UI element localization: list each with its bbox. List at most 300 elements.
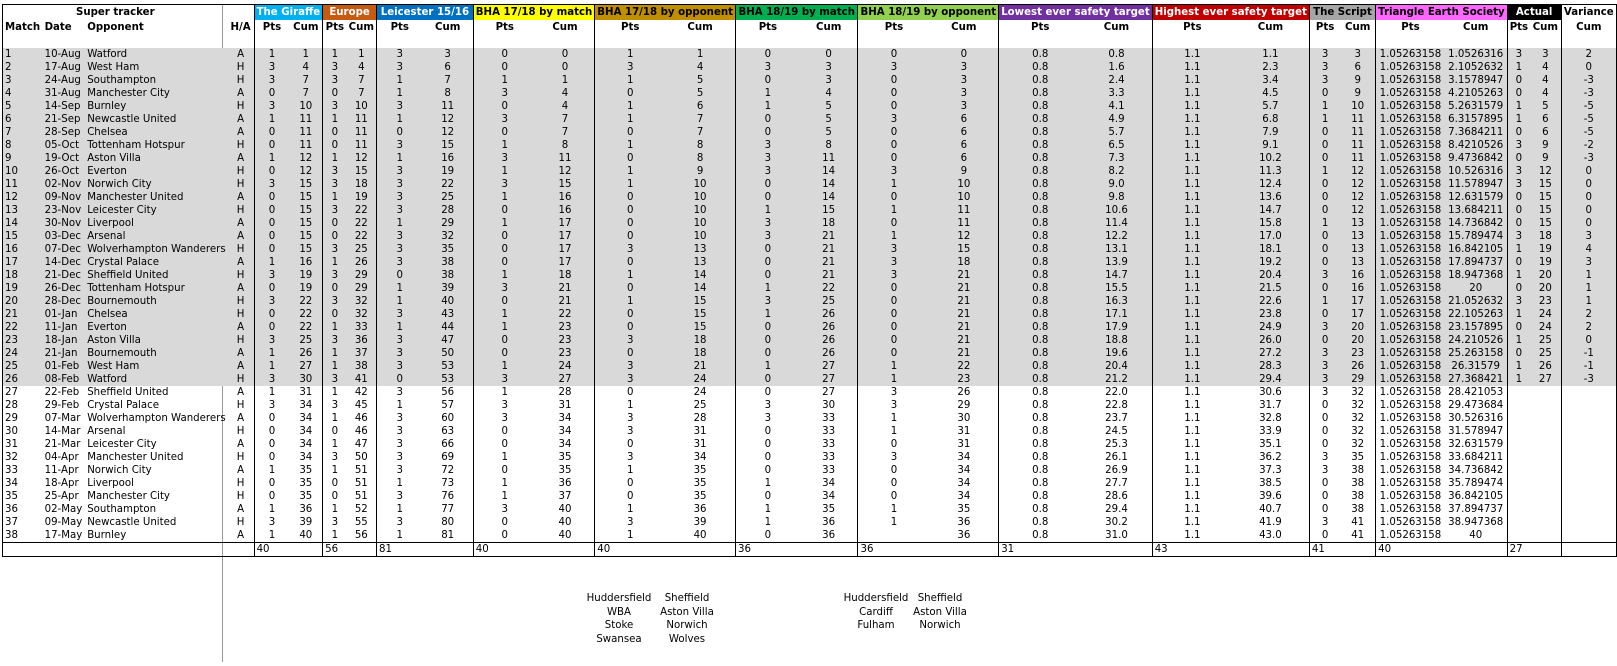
cell-lowest-cum[interactable]: 19.6 [1081, 347, 1152, 360]
cell-bha1819o-cum[interactable]: 12 [930, 230, 999, 243]
cell-giraffe-pts[interactable]: 3 [254, 178, 289, 191]
cell-bha1718o-cum[interactable]: 35 [665, 477, 735, 490]
cell-opponent[interactable]: Wolverhampton Wanderers [87, 244, 226, 255]
cell-triangle-cum[interactable]: 22.105263 [1445, 308, 1507, 321]
cell-opponent[interactable]: Burnley [85, 100, 227, 113]
cell-opponent[interactable]: Manchester City [87, 491, 170, 502]
cell-script-cum[interactable]: 38 [1340, 503, 1375, 516]
cell-triangle-pts[interactable]: 1.05263158 [1376, 308, 1445, 321]
cell-variance[interactable]: -1 [1561, 360, 1616, 373]
cell-script-cum[interactable]: 17 [1340, 308, 1375, 321]
cell-date[interactable]: 28-Dec [43, 295, 86, 308]
cell-giraffe-pts[interactable]: 1 [254, 347, 289, 360]
cell-bha1819m-pts[interactable]: 0 [735, 113, 799, 126]
cell-triangle-pts[interactable]: 1.05263158 [1376, 321, 1445, 334]
cell-triangle-pts[interactable]: 1.05263158 [1376, 100, 1445, 113]
cell-highest-cum[interactable]: 17.0 [1232, 230, 1309, 243]
cell-bha1819o-cum[interactable]: 18 [930, 256, 999, 269]
cell-leicester-pts[interactable]: 1 [376, 152, 422, 165]
blank-cell[interactable] [1507, 35, 1530, 48]
cell-triangle-cum[interactable]: 6.3157895 [1445, 113, 1507, 126]
cell-triangle-pts[interactable]: 1.05263158 [1376, 269, 1445, 282]
cell-highest-cum[interactable]: 1.1 [1232, 48, 1309, 61]
cell-variance[interactable]: -5 [1561, 100, 1616, 113]
cell-bha1819o-pts[interactable]: 0 [858, 295, 930, 308]
cell-lowest-cum[interactable]: 13.9 [1081, 256, 1152, 269]
cell-europe-pts[interactable]: 0 [323, 87, 347, 100]
cell-europe-pts[interactable]: 3 [331, 517, 339, 528]
cell-giraffe-pts[interactable]: 3 [254, 61, 289, 74]
cell-script-pts[interactable]: 0 [1321, 491, 1329, 502]
cell-bha1718m-pts[interactable]: 1 [473, 165, 535, 178]
cell-ha[interactable]: H [228, 477, 254, 490]
cell-bha1718m-pts[interactable]: 0 [501, 517, 508, 528]
cell-leicester-pts[interactable]: 1 [396, 478, 403, 489]
cell-highest-pts[interactable]: 1.1 [1184, 465, 1201, 476]
cell-bha1718o-pts[interactable]: 1 [595, 48, 665, 61]
cell-bha1819o-pts[interactable]: 3 [858, 256, 930, 269]
cell-giraffe-pts[interactable]: 0 [268, 491, 276, 502]
cell-leicester-pts[interactable]: 3 [396, 439, 403, 450]
cell-leicester-cum[interactable]: 57 [423, 399, 474, 412]
cell-highest-cum[interactable]: 24.9 [1232, 321, 1309, 334]
header-bha1718m-pts[interactable]: Pts [495, 22, 514, 33]
cell-bha1819o-cum[interactable]: 36 [930, 516, 999, 529]
cell-highest-pts[interactable]: 1.1 [1152, 321, 1232, 334]
cell-triangle-cum[interactable]: 17.894737 [1445, 256, 1507, 269]
cell-bha1819o-pts[interactable]: 0 [858, 126, 930, 139]
cell-match[interactable]: 29 [3, 412, 43, 425]
cell-bha1718m-pts[interactable]: 1 [473, 191, 535, 204]
cell-bha1819o-cum[interactable]: 15 [930, 243, 999, 256]
cell-bha1718o-pts[interactable]: 0 [626, 491, 634, 502]
cell-triangle-cum[interactable]: 1.0526316 [1445, 48, 1507, 61]
cell-opponent[interactable]: Bournemouth [85, 347, 227, 360]
cell-europe-pts[interactable]: 3 [323, 61, 347, 74]
cell-bha1718m-cum[interactable]: 12 [536, 165, 595, 178]
cell-opponent[interactable]: Aston Villa [85, 152, 227, 165]
cell-actual-pts[interactable]: 0 [1507, 347, 1530, 360]
header-europe-pts[interactable]: Pts [325, 22, 345, 33]
cell-script-pts[interactable]: 3 [1309, 48, 1340, 61]
cell-bha1718m-cum[interactable]: 17 [536, 256, 595, 269]
cell-variance[interactable]: 0 [1561, 61, 1616, 74]
cell-highest-pts[interactable]: 1.1 [1184, 387, 1201, 398]
cell-bha1718o-pts[interactable]: 3 [595, 334, 665, 347]
cell-europe-pts[interactable]: 0 [323, 282, 347, 295]
cell-europe-cum[interactable]: 55 [347, 516, 377, 529]
cell-script-pts[interactable]: 1 [1309, 165, 1340, 178]
total-europe[interactable]: 56 [323, 543, 347, 557]
cell-match[interactable]: 38 [3, 529, 43, 543]
cell-giraffe-cum[interactable]: 22 [289, 321, 322, 334]
cell-highest-pts[interactable]: 1.1 [1184, 452, 1201, 463]
cell-opponent[interactable]: Southampton [87, 504, 157, 515]
cell-bha1718o-pts[interactable]: 0 [595, 126, 665, 139]
cell-script-pts[interactable]: 3 [1309, 360, 1340, 373]
cell-script-pts[interactable]: 3 [1321, 387, 1329, 398]
cell-leicester-cum[interactable]: 12 [423, 113, 474, 126]
cell-script-cum[interactable]: 9 [1340, 74, 1375, 87]
cell-date[interactable]: 17-May [44, 530, 83, 541]
cell-giraffe-pts[interactable]: 1 [268, 504, 276, 515]
cell-lowest-pts[interactable]: 0.8 [999, 152, 1082, 165]
cell-triangle-cum[interactable]: 7.3684211 [1445, 126, 1507, 139]
cell-bha1819o-pts[interactable]: 0 [858, 282, 930, 295]
cell-triangle-cum[interactable]: 38.947368 [1445, 516, 1507, 529]
cell-bha1718m-cum[interactable]: 17 [536, 243, 595, 256]
cell-bha1819m-cum[interactable]: 5 [800, 126, 858, 139]
cell-giraffe-cum[interactable]: 36 [289, 503, 322, 516]
cell-ha[interactable]: A [228, 217, 254, 230]
cell-giraffe-pts[interactable]: 0 [268, 478, 276, 489]
cell-bha1718o-cum[interactable]: 28 [665, 412, 735, 425]
cell-bha1819o-pts[interactable]: 1 [890, 426, 898, 437]
cell-bha1718o-pts[interactable]: 1 [595, 178, 665, 191]
cell-lowest-cum[interactable]: 18.8 [1081, 334, 1152, 347]
cell-opponent[interactable]: Liverpool [87, 478, 134, 489]
cell-giraffe-cum[interactable]: 22 [289, 308, 322, 321]
cell-actual-cum[interactable] [1530, 516, 1561, 529]
total-bha1819o[interactable]: 36 [858, 543, 930, 557]
cell-leicester-pts[interactable]: 3 [396, 426, 403, 437]
cell-variance[interactable] [1561, 503, 1616, 516]
cell-triangle-cum[interactable]: 21.052632 [1445, 295, 1507, 308]
cell-lowest-cum[interactable]: 23.7 [1081, 412, 1152, 425]
cell-script-cum[interactable]: 35 [1340, 451, 1375, 464]
cell-ha[interactable]: A [228, 347, 254, 360]
cell-date[interactable]: 21-Dec [43, 269, 86, 282]
cell-giraffe-cum[interactable]: 35 [289, 477, 322, 490]
cell-bha1718m-pts[interactable]: 3 [473, 113, 535, 126]
cell-variance[interactable] [1561, 412, 1616, 425]
cell-bha1819o-cum[interactable]: 21 [930, 308, 999, 321]
cell-bha1819m-cum[interactable]: 26 [800, 347, 858, 360]
cell-giraffe-cum[interactable]: 1 [289, 48, 322, 61]
cell-highest-pts[interactable]: 1.1 [1152, 139, 1232, 152]
cell-actual-cum[interactable]: 24 [1530, 308, 1561, 321]
cell-match[interactable]: 16 [3, 243, 43, 256]
total-script-blank[interactable] [1340, 543, 1375, 557]
header-date[interactable]: Date [44, 22, 72, 33]
cell-triangle-cum[interactable]: 9.4736842 [1445, 152, 1507, 165]
group-header-giraffe[interactable]: The Giraffe [254, 5, 323, 21]
cell-giraffe-pts[interactable]: 3 [254, 334, 289, 347]
cell-script-cum[interactable]: 11 [1340, 113, 1375, 126]
cell-bha1819m-cum[interactable]: 21 [800, 243, 858, 256]
total-actual[interactable]: 27 [1507, 543, 1530, 557]
totals-blank[interactable] [3, 543, 43, 557]
cell-leicester-pts[interactable]: 3 [376, 165, 422, 178]
cell-bha1819m-pts[interactable]: 3 [764, 413, 772, 424]
cell-variance[interactable] [1561, 490, 1616, 503]
cell-match[interactable]: 18 [3, 269, 43, 282]
cell-europe-cum[interactable]: 32 [347, 295, 377, 308]
cell-highest-pts[interactable]: 1.1 [1152, 87, 1232, 100]
cell-bha1819o-cum[interactable]: 35 [930, 503, 999, 516]
cell-europe-cum[interactable]: 26 [347, 256, 377, 269]
cell-leicester-pts[interactable]: 3 [376, 347, 422, 360]
cell-bha1819o-cum[interactable]: 3 [930, 74, 999, 87]
cell-actual-cum[interactable]: 6 [1530, 126, 1561, 139]
cell-script-pts[interactable]: 0 [1321, 426, 1329, 437]
cell-bha1819m-cum[interactable]: 36 [800, 529, 858, 543]
cell-triangle-cum[interactable]: 24.210526 [1445, 334, 1507, 347]
cell-giraffe-cum[interactable]: 11 [289, 113, 322, 126]
cell-bha1718m-pts[interactable]: 3 [501, 413, 508, 424]
cell-lowest-cum[interactable]: 22.8 [1081, 399, 1152, 412]
cell-europe-cum[interactable]: 25 [347, 243, 377, 256]
cell-bha1718o-cum[interactable]: 24 [665, 373, 735, 386]
cell-variance[interactable]: -3 [1561, 74, 1616, 87]
cell-bha1718m-cum[interactable]: 31 [536, 399, 595, 412]
cell-match[interactable]: 25 [3, 360, 43, 373]
cell-actual-cum[interactable]: 4 [1530, 61, 1561, 74]
cell-lowest-cum[interactable]: 1.6 [1081, 61, 1152, 74]
cell-match[interactable]: 20 [3, 295, 43, 308]
cell-triangle-pts[interactable]: 1.05263158 [1376, 217, 1445, 230]
cell-bha1718m-pts[interactable]: 0 [473, 100, 535, 113]
cell-bha1718o-pts[interactable]: 1 [626, 465, 634, 476]
cell-bha1819m-pts[interactable]: 0 [735, 48, 799, 61]
cell-leicester-pts[interactable]: 3 [396, 465, 403, 476]
cell-ha[interactable]: A [228, 87, 254, 100]
cell-bha1718m-cum[interactable]: 1 [536, 74, 595, 87]
cell-date[interactable]: 21-Jan [43, 347, 86, 360]
cell-bha1718o-cum[interactable]: 9 [665, 165, 735, 178]
cell-match[interactable]: 19 [3, 282, 43, 295]
cell-date[interactable]: 23-Nov [43, 204, 86, 217]
cell-variance[interactable]: -5 [1561, 126, 1616, 139]
cell-bha1819m-pts[interactable]: 1 [735, 204, 799, 217]
cell-bha1819o-pts[interactable]: 1 [890, 504, 898, 515]
cell-highest-pts[interactable]: 1.1 [1152, 282, 1232, 295]
cell-script-pts[interactable]: 3 [1309, 347, 1340, 360]
cell-script-cum[interactable]: 13 [1340, 243, 1375, 256]
blank-cell[interactable] [735, 35, 799, 48]
cell-triangle-cum[interactable]: 2.1052632 [1445, 61, 1507, 74]
cell-bha1819m-cum[interactable]: 27 [800, 360, 858, 373]
cell-variance[interactable] [1561, 477, 1616, 490]
cell-date[interactable]: 26-Oct [43, 165, 86, 178]
cell-ha[interactable]: A [228, 529, 254, 543]
total-bha1819m[interactable]: 36 [735, 543, 799, 557]
cell-bha1819m-cum[interactable]: 0 [800, 48, 858, 61]
cell-opponent[interactable]: Leicester City [87, 439, 157, 450]
cell-europe-cum[interactable]: 7 [347, 87, 377, 100]
cell-triangle-cum[interactable]: 23.157895 [1445, 321, 1507, 334]
cell-lowest-pts[interactable]: 0.8 [999, 178, 1082, 191]
cell-actual-cum[interactable]: 4 [1530, 87, 1561, 100]
cell-match[interactable]: 24 [3, 347, 43, 360]
cell-triangle-cum[interactable]: 37.894737 [1445, 503, 1507, 516]
cell-variance[interactable]: 0 [1561, 334, 1616, 347]
cell-bha1718m-cum[interactable]: 27 [536, 373, 595, 386]
cell-europe-pts[interactable]: 1 [331, 530, 339, 541]
cell-bha1718m-cum[interactable]: 34 [536, 425, 595, 438]
cell-script-cum[interactable]: 13 [1340, 256, 1375, 269]
cell-script-pts[interactable]: 3 [1309, 321, 1340, 334]
cell-variance[interactable]: 1 [1561, 295, 1616, 308]
cell-actual-pts[interactable]: 1 [1507, 269, 1530, 282]
cell-actual-cum[interactable]: 5 [1530, 100, 1561, 113]
cell-europe-pts[interactable]: 0 [331, 478, 339, 489]
cell-ha[interactable]: A [228, 230, 254, 243]
cell-lowest-pts[interactable]: 0.8 [999, 74, 1082, 87]
cell-giraffe-cum[interactable]: 19 [289, 282, 322, 295]
cell-leicester-pts[interactable]: 3 [396, 387, 403, 398]
cell-script-pts[interactable]: 0 [1309, 334, 1340, 347]
cell-highest-cum[interactable]: 13.6 [1232, 191, 1309, 204]
cell-highest-cum[interactable]: 2.3 [1232, 61, 1309, 74]
header-triangle-pts[interactable]: Pts [1401, 22, 1420, 33]
group-header-actual[interactable]: Actual [1507, 5, 1561, 21]
cell-bha1819m-pts[interactable]: 0 [764, 426, 772, 437]
cell-bha1819o-pts[interactable]: 1 [890, 413, 898, 424]
cell-variance[interactable]: 3 [1561, 256, 1616, 269]
cell-leicester-cum[interactable]: 66 [423, 438, 474, 451]
cell-match[interactable]: 2 [3, 61, 43, 74]
cell-script-pts[interactable]: 1 [1309, 113, 1340, 126]
blank-cell[interactable] [930, 35, 999, 48]
cell-bha1718o-cum[interactable]: 31 [665, 425, 735, 438]
blank-cell[interactable] [1561, 35, 1616, 48]
cell-bha1718o-cum[interactable]: 5 [665, 87, 735, 100]
cell-bha1718m-pts[interactable]: 0 [473, 295, 535, 308]
cell-leicester-pts[interactable]: 3 [396, 413, 403, 424]
cell-europe-pts[interactable]: 1 [323, 256, 347, 269]
cell-match[interactable]: 28 [3, 399, 43, 412]
cell-date[interactable]: 11-Apr [44, 465, 79, 476]
cell-europe-pts[interactable]: 3 [323, 373, 347, 386]
cell-europe-cum[interactable]: 38 [347, 360, 377, 373]
cell-lowest-pts[interactable]: 0.8 [999, 373, 1082, 386]
cell-bha1718m-cum[interactable]: 40 [536, 503, 595, 516]
cell-giraffe-cum[interactable]: 35 [289, 464, 322, 477]
cell-bha1819m-pts[interactable]: 0 [764, 491, 772, 502]
cell-actual-cum[interactable] [1530, 529, 1561, 543]
cell-opponent[interactable]: Liverpool [85, 217, 227, 230]
cell-bha1718m-pts[interactable]: 0 [501, 465, 508, 476]
cell-europe-pts[interactable]: 1 [331, 504, 339, 515]
cell-bha1819o-pts[interactable]: 1 [890, 517, 898, 528]
cell-actual-pts[interactable]: 0 [1507, 204, 1530, 217]
cell-opponent[interactable]: Crystal Palace [87, 400, 160, 411]
cell-match[interactable]: 21 [3, 308, 43, 321]
cell-bha1819m-cum[interactable]: 5 [800, 113, 858, 126]
cell-giraffe-pts[interactable]: 0 [254, 87, 289, 100]
cell-triangle-cum[interactable]: 30.526316 [1445, 412, 1507, 425]
cell-script-pts[interactable]: 3 [1321, 465, 1329, 476]
total-highest-blank[interactable] [1232, 543, 1309, 557]
cell-match[interactable]: 4 [3, 87, 43, 100]
cell-bha1819m-pts[interactable]: 0 [764, 439, 772, 450]
cell-script-pts[interactable]: 0 [1309, 204, 1340, 217]
cell-leicester-cum[interactable]: 11 [423, 100, 474, 113]
cell-actual-pts[interactable] [1507, 503, 1530, 516]
cell-script-cum[interactable]: 12 [1340, 178, 1375, 191]
cell-date[interactable]: 09-May [44, 517, 83, 528]
cell-opponent[interactable]: Wolverhampton Wanderers [87, 413, 226, 424]
cell-bha1718o-cum[interactable]: 14 [665, 269, 735, 282]
cell-bha1819o-cum[interactable]: 21 [930, 334, 999, 347]
cell-bha1819m-pts[interactable]: 0 [735, 256, 799, 269]
cell-bha1718m-pts[interactable]: 1 [501, 452, 508, 463]
cell-ha[interactable]: A [228, 256, 254, 269]
cell-bha1819o-cum[interactable]: 26 [930, 386, 999, 399]
cell-bha1819o-cum[interactable]: 31 [930, 438, 999, 451]
cell-europe-pts[interactable]: 3 [331, 452, 339, 463]
header-bha1819m-pts[interactable]: Pts [758, 22, 778, 33]
cell-triangle-pts[interactable]: 1.05263158 [1376, 74, 1445, 87]
cell-bha1718o-pts[interactable]: 0 [626, 478, 634, 489]
cell-bha1718m-pts[interactable]: 1 [473, 269, 535, 282]
cell-highest-pts[interactable]: 1.1 [1152, 113, 1232, 126]
cell-lowest-pts[interactable]: 0.8 [999, 113, 1082, 126]
cell-bha1718m-cum[interactable]: 15 [536, 178, 595, 191]
cell-match[interactable]: 34 [3, 477, 43, 490]
cell-bha1718o-pts[interactable]: 1 [595, 74, 665, 87]
cell-actual-pts[interactable]: 3 [1507, 165, 1530, 178]
cell-lowest-cum[interactable]: 7.3 [1081, 152, 1152, 165]
cell-actual-pts[interactable]: 1 [1507, 308, 1530, 321]
cell-actual-pts[interactable]: 1 [1507, 113, 1530, 126]
cell-variance[interactable] [1561, 399, 1616, 412]
cell-actual-pts[interactable] [1507, 529, 1530, 543]
cell-leicester-cum[interactable]: 53 [423, 360, 474, 373]
blank-cell[interactable] [43, 35, 86, 48]
cell-variance[interactable]: 2 [1561, 321, 1616, 334]
cell-date[interactable]: 18-Apr [44, 478, 79, 489]
cell-bha1819o-pts[interactable]: 1 [858, 360, 930, 373]
cell-bha1718m-cum[interactable]: 34 [536, 438, 595, 451]
cell-europe-pts[interactable]: 3 [323, 74, 347, 87]
cell-script-cum[interactable]: 20 [1340, 334, 1375, 347]
cell-europe-cum[interactable]: 22 [347, 217, 377, 230]
group-header-bha1819m[interactable]: BHA 18/19 by match [735, 5, 858, 21]
cell-leicester-pts[interactable]: 0 [376, 373, 422, 386]
cell-europe-pts[interactable]: 3 [323, 269, 347, 282]
cell-giraffe-pts[interactable]: 1 [254, 360, 289, 373]
cell-europe-pts[interactable]: 3 [323, 204, 347, 217]
cell-leicester-pts[interactable]: 3 [376, 256, 422, 269]
cell-europe-cum[interactable]: 47 [347, 438, 377, 451]
cell-lowest-pts[interactable]: 0.8 [999, 48, 1082, 61]
cell-bha1819m-pts[interactable]: 0 [764, 465, 772, 476]
cell-giraffe-cum[interactable]: 31 [289, 386, 322, 399]
cell-bha1718m-pts[interactable]: 1 [473, 139, 535, 152]
cell-opponent[interactable]: Southampton [85, 74, 227, 87]
cell-bha1819o-pts[interactable]: 3 [858, 269, 930, 282]
cell-highest-cum[interactable]: 14.7 [1232, 204, 1309, 217]
cell-bha1718o-pts[interactable]: 3 [595, 373, 665, 386]
cell-leicester-cum[interactable]: 56 [423, 386, 474, 399]
cell-europe-pts[interactable]: 0 [323, 217, 347, 230]
cell-giraffe-cum[interactable]: 15 [289, 230, 322, 243]
cell-highest-cum[interactable]: 12.4 [1232, 178, 1309, 191]
cell-bha1819m-cum[interactable]: 14 [800, 191, 858, 204]
cell-lowest-cum[interactable]: 27.7 [1081, 477, 1152, 490]
blank-cell[interactable] [423, 35, 474, 48]
cell-ha[interactable]: H [228, 165, 254, 178]
cell-bha1718m-cum[interactable]: 11 [536, 152, 595, 165]
cell-triangle-cum[interactable]: 14.736842 [1445, 217, 1507, 230]
header-giraffe-pts[interactable]: Pts [262, 22, 282, 33]
cell-lowest-cum[interactable]: 4.9 [1081, 113, 1152, 126]
cell-leicester-cum[interactable]: 69 [423, 451, 474, 464]
cell-bha1819o-cum[interactable]: 3 [930, 87, 999, 100]
cell-actual-pts[interactable] [1507, 464, 1530, 477]
